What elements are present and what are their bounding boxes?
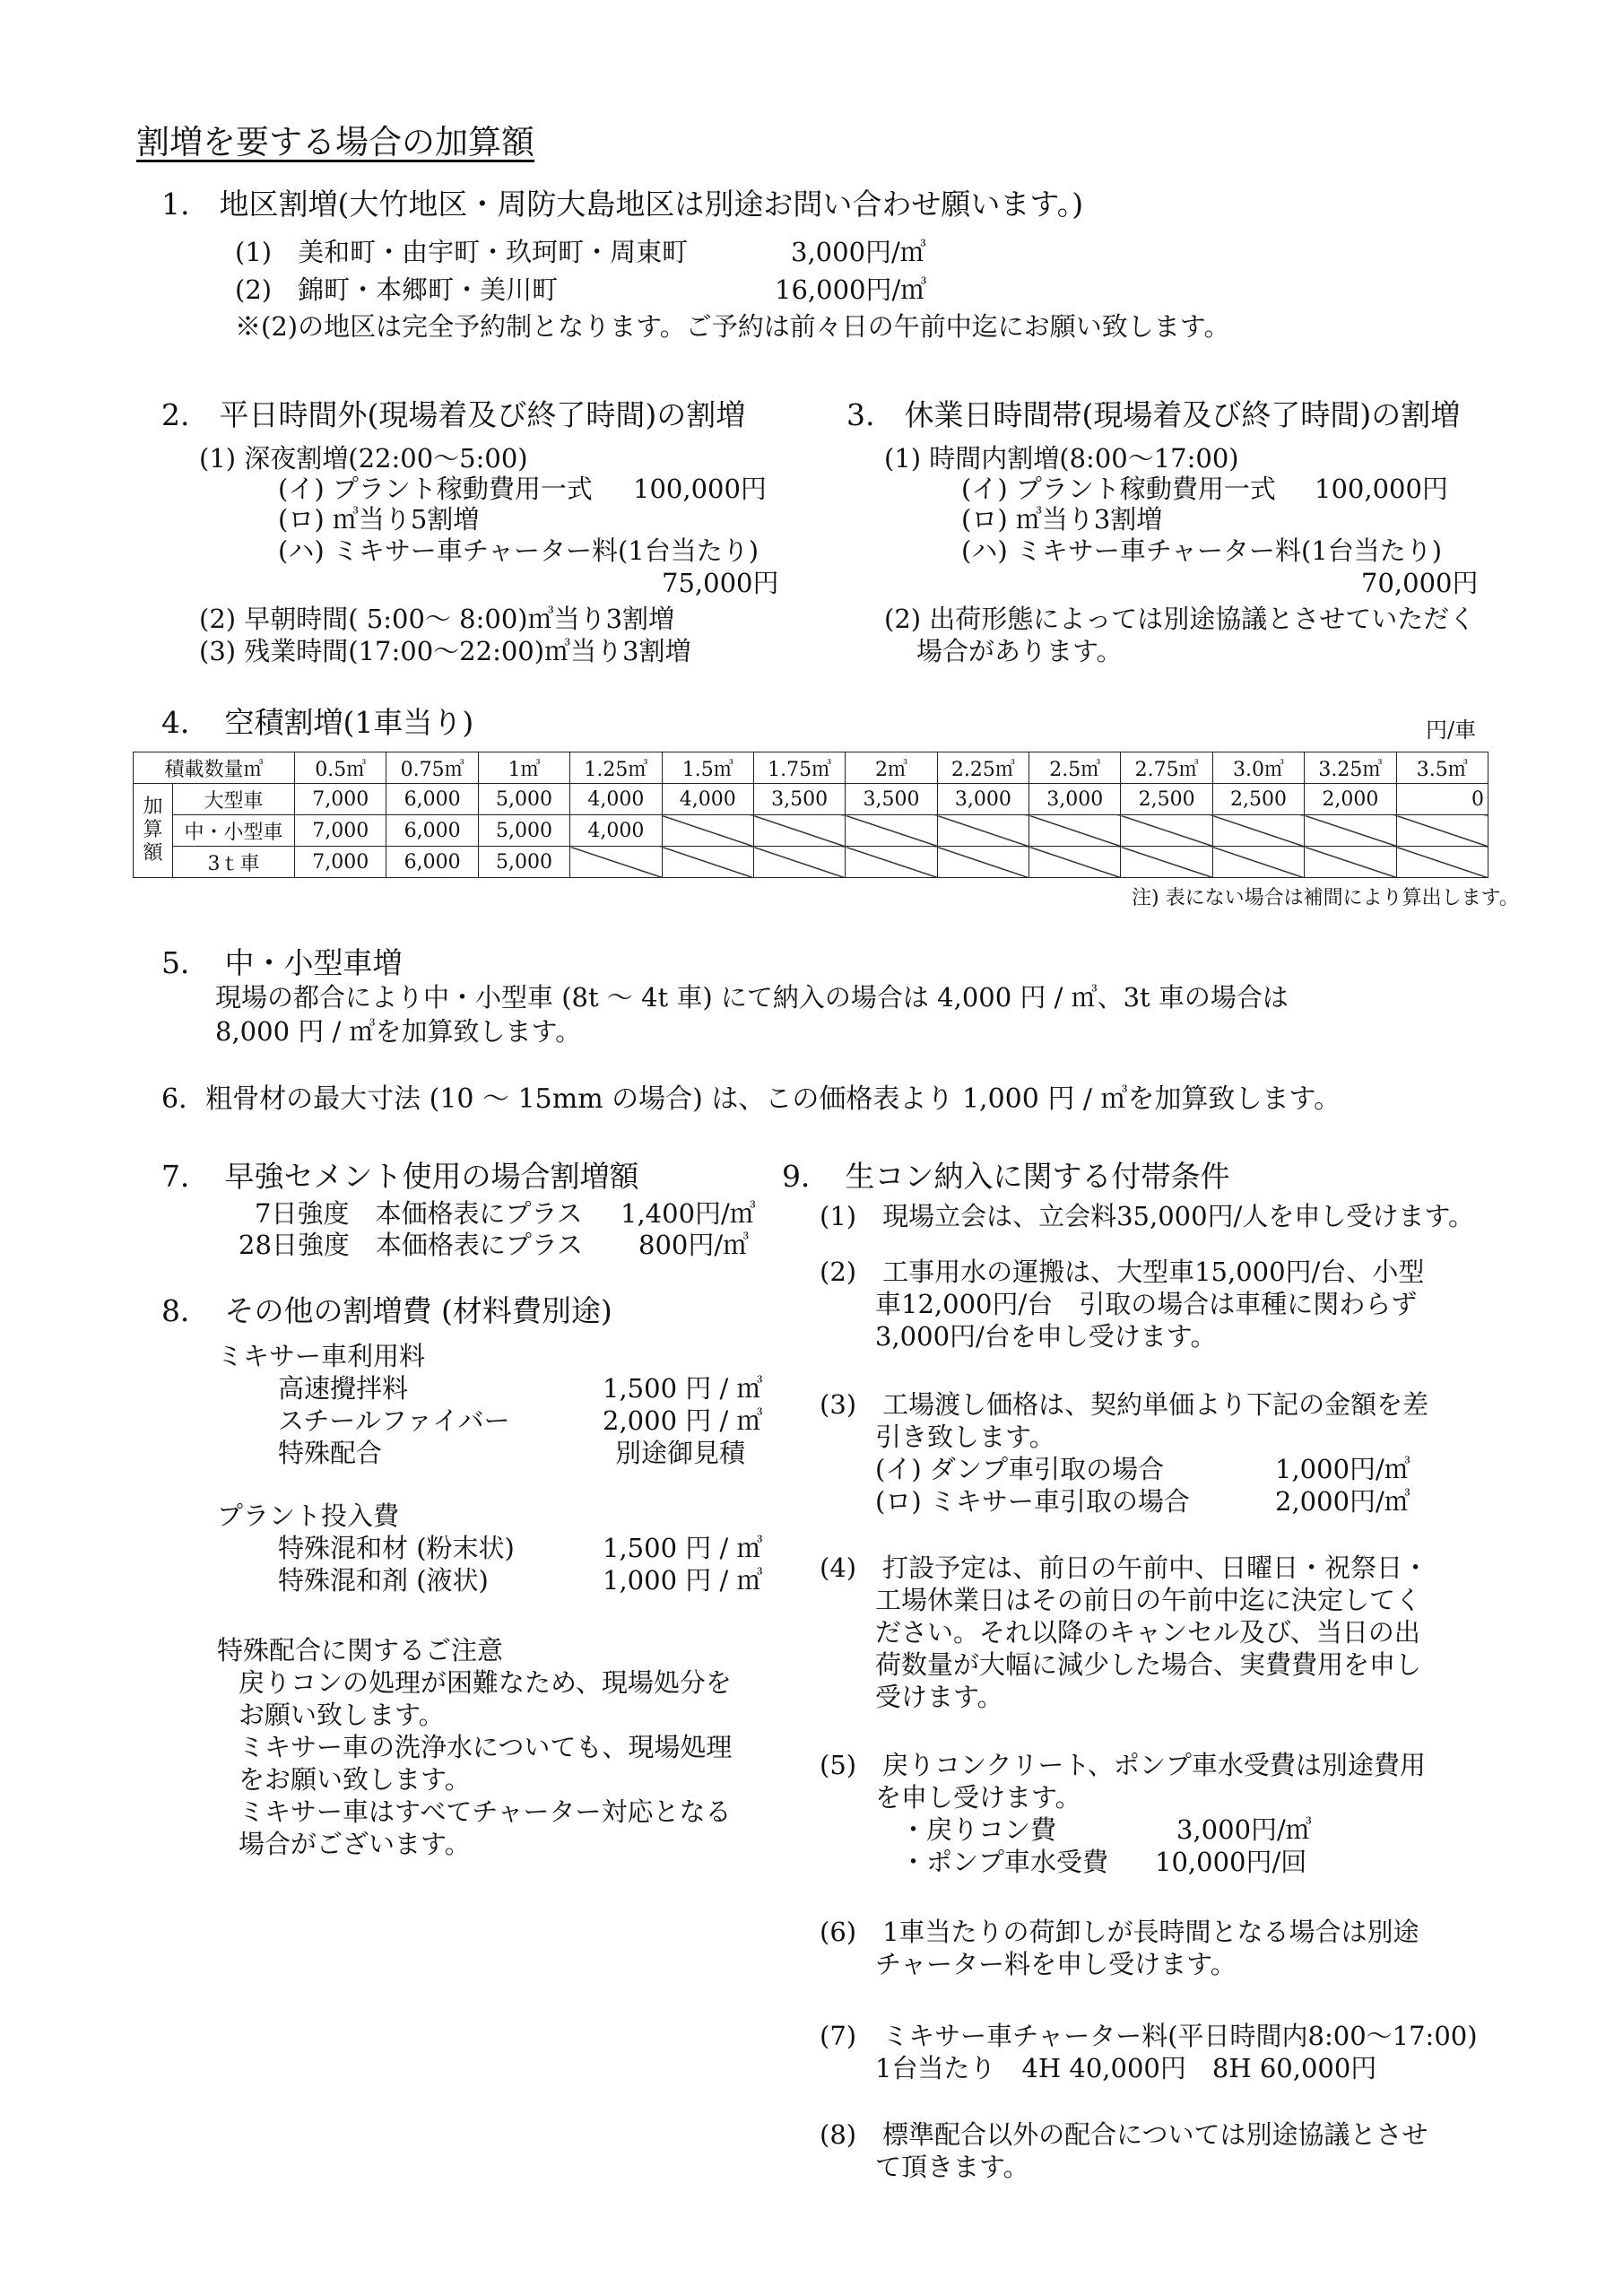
empty-cell (846, 847, 937, 878)
col-header: 2.5㎥ (1029, 752, 1121, 784)
s9-note-2: 車12,000円/台 引取の場合は車種に関わらず (875, 1289, 1418, 1319)
s8-g1-item-1: 高速攪拌料 (278, 1373, 409, 1404)
cell: 6,000 (386, 847, 478, 878)
empty-cell (570, 847, 662, 878)
s2-line-3: (3) 残業時間(17:00～22:00)㎥当り3割増 (199, 636, 691, 666)
empty-cell (1305, 847, 1396, 878)
empty-cell (1212, 815, 1304, 847)
s1-item-1-label: (1) 美和町・由宇町・玖珂町・周東町 (235, 237, 689, 267)
s9-note-3: (3) 工場渡し価格は、契約単価より下記の金額を差 (820, 1389, 1429, 1420)
table-row (134, 815, 1488, 847)
s4-note: 注) 表にない場合は補間により算出します。 (1132, 887, 1519, 909)
cell: 5,000 (478, 847, 569, 878)
empty-cell (1396, 815, 1488, 847)
s9-note-3: 引き致します。 (875, 1422, 1055, 1452)
s5-heading: 5． 中・小型車増 (161, 945, 403, 980)
col-header: 0.5㎥ (295, 752, 386, 784)
s6-text: 6．粗骨材の最大寸法 (10 ～ 15mm の場合) は、この価格表より 1,000 円 / ㎥を加算致します。 (161, 1083, 1341, 1115)
s8-notice-line: 場合がございます。 (239, 1829, 471, 1859)
s9-note-2: (2) 工事用水の運搬は、大型車15,000円/台、小型 (820, 1257, 1425, 1287)
col-header: 3.25㎥ (1305, 752, 1396, 784)
empty-cell (1121, 847, 1212, 878)
s4-heading: 4． 空積割増(1車当り) (161, 705, 474, 740)
s7-row-1-amount: 1,400円/㎥ (621, 1198, 756, 1229)
s9-note-4: 受けます。 (875, 1682, 1003, 1712)
volume-surcharge-table (133, 752, 1488, 878)
empty-cell (1396, 847, 1488, 878)
cell: 7,000 (295, 784, 386, 815)
empty-cell (1121, 815, 1212, 847)
empty-cell (1029, 815, 1121, 847)
table-row (134, 847, 1488, 878)
row-name: 3ｔ車 (173, 847, 295, 878)
s2-item-i: (イ) プラント稼動費用一式 (278, 474, 593, 504)
empty-cell (753, 815, 845, 847)
s9-note-2: 3,000円/台を申し受けます。 (875, 1321, 1217, 1352)
s3-item-ro: (ロ) ㎥当り3割増 (961, 504, 1163, 535)
s9-note-3b-amount: 2,000円/㎥ (1275, 1486, 1410, 1517)
s3-line-2b: 場合があります。 (916, 636, 1123, 666)
cell: 3,000 (937, 784, 1028, 815)
s9-note-3b: (ロ) ミキサー車引取の場合 (875, 1486, 1190, 1517)
s9-note-8: (8) 標準配合以外の配合については別途協議とさせ (820, 2119, 1428, 2150)
s8-g2-item-1-amount: 1,500 円 / ㎥ (603, 1533, 763, 1563)
col-header: 1.75㎥ (753, 752, 845, 784)
s8-notice-line: ミキサー車はすべてチャーター対応となる (239, 1796, 732, 1827)
cell: 5,000 (478, 784, 569, 815)
s9-note-5a: ・戻りコン費 (900, 1814, 1057, 1845)
s8-heading: 8． その他の割増費 (材料費別途) (161, 1293, 612, 1328)
s7-heading: 7． 早強セメント使用の場合割増額 (161, 1159, 639, 1194)
empty-cell (662, 815, 753, 847)
s8-g2-item-1: 特殊混和材 (粉末状) (278, 1533, 515, 1563)
s5-para-2: 8,000 円 / ㎥を加算致します。 (215, 1016, 582, 1047)
s5-para-1: 現場の都合により中・小型車 (8t ～ 4t 車) にて納入の場合は 4,000 円 / ㎥、3t 車の場合は (215, 982, 1289, 1013)
empty-cell (753, 847, 845, 878)
s9-note-6: チャーター料を申し受けます。 (875, 1949, 1237, 1979)
s2-line-1: (1) 深夜割増(22:00～5:00) (199, 443, 528, 474)
s8-notice-heading: 特殊配合に関するご注意 (217, 1635, 504, 1665)
empty-cell (662, 847, 753, 878)
s7-row-2-amount: 800円/㎥ (638, 1230, 750, 1260)
col-header: 2㎥ (846, 752, 937, 784)
header-label: 積載数量㎥ (134, 752, 295, 784)
s9-note-4: (4) 打設予定は、前日の午前中、日曜日・祝祭日・ (820, 1552, 1429, 1583)
col-header: 1㎥ (478, 752, 569, 784)
col-header: 1.25㎥ (570, 752, 662, 784)
s3-item-ha-amount: 70,000円 (1361, 568, 1479, 598)
cell: 6,000 (386, 784, 478, 815)
s9-note-7: (7) ミキサー車チャーター料(平日時間内8:00～17:00) (820, 2021, 1478, 2051)
s1-item-2-amount: 16,000円/㎥ (775, 274, 927, 305)
s8-g1-item-1-amount: 1,500 円 / ㎥ (603, 1373, 763, 1404)
s9-note-4: 工場休業日はその前日の午前中迄に決定してく (875, 1585, 1422, 1615)
col-header: 3.5㎥ (1396, 752, 1488, 784)
cell: 4,000 (662, 784, 753, 815)
s8-g1-item-2: スチールファイバー (278, 1405, 510, 1436)
s9-note-8: て頂きます。 (875, 2152, 1029, 2182)
s3-item-i: (イ) プラント稼動費用一式 (961, 474, 1276, 504)
side-label: 加 算 額 (134, 784, 173, 878)
s9-note-5a-amount: 3,000円/㎥ (1176, 1814, 1312, 1845)
s8-g1-item-2-amount: 2,000 円 / ㎥ (603, 1405, 763, 1436)
s9-note-5b: ・ポンプ車水受費 (900, 1847, 1109, 1877)
s8-notice-line: をお願い致します。 (239, 1764, 471, 1795)
s9-note-7: 1台当たり 4H 40,000円 8H 60,000円 (875, 2053, 1377, 2083)
s8-group-1: ミキサー車利用料 (217, 1341, 426, 1371)
cell: 5,000 (478, 815, 569, 847)
cell: 3,500 (846, 784, 937, 815)
s9-note-3a-amount: 1,000円/㎥ (1275, 1454, 1410, 1484)
s9-note-3a: (イ) ダンプ車引取の場合 (875, 1454, 1165, 1484)
table-row (134, 784, 1488, 815)
s8-group-2: プラント投入費 (217, 1500, 400, 1531)
cell: 2,500 (1121, 784, 1212, 815)
cell: 2,000 (1305, 784, 1396, 815)
s9-note-5: (5) 戻りコンクリート、ポンプ車水受費は別途費用 (820, 1750, 1426, 1780)
cell: 3,500 (753, 784, 845, 815)
s1-note: ※(2)の地区は完全予約制となります。ご予約は前々日の午前中迄にお願い致します。 (235, 311, 1230, 342)
s8-g2-item-2-amount: 1,000 円 / ㎥ (603, 1565, 763, 1596)
empty-cell (1029, 847, 1121, 878)
cell: 4,000 (570, 815, 662, 847)
s1-item-1-amount: 3,000円/㎥ (791, 237, 926, 267)
s1-heading: 1. 地区割増(大竹地区・周防大島地区は別途お問い合わせ願います。) (161, 187, 1084, 222)
empty-cell (1305, 815, 1396, 847)
s9-note-1: (1) 現場立会は、立会料35,000円/人を申し受けます。 (820, 1201, 1475, 1231)
s1-item-2-label: (2) 錦町・本郷町・美川町 (235, 274, 559, 305)
cell: 6,000 (386, 815, 478, 847)
s9-note-5b-amount: 10,000円/回 (1155, 1847, 1307, 1877)
s8-g1-item-3: 特殊配合 (278, 1438, 383, 1468)
empty-cell (937, 847, 1028, 878)
s8-notice-line: お願い致します。 (239, 1700, 445, 1730)
s8-g2-item-2: 特殊混和剤 (液状) (278, 1565, 489, 1596)
col-header: 0.75㎥ (386, 752, 478, 784)
cell: 0 (1396, 784, 1488, 815)
s9-note-6: (6) 1車当たりの荷卸しが長時間となる場合は別途 (820, 1917, 1419, 1947)
col-header: 2.25㎥ (937, 752, 1028, 784)
s9-note-4: ださい。それ以降のキャンセル及び、当日の出 (875, 1617, 1420, 1648)
cell: 7,000 (295, 847, 386, 878)
s4-unit: 円/車 (1426, 718, 1477, 743)
empty-cell (1212, 847, 1304, 878)
s3-line-1: (1) 時間内割増(8:00～17:00) (884, 443, 1239, 474)
s7-row-2: 28日強度 本価格表にプラス (239, 1230, 584, 1260)
s2-item-ro: (ロ) ㎥当り5割増 (278, 504, 480, 535)
s2-item-ha: (ハ) ミキサー車チャーター料(1台当たり) (278, 535, 759, 566)
empty-cell (846, 815, 937, 847)
page-title: 割増を要する場合の加算額 (136, 123, 534, 161)
cell: 7,000 (295, 815, 386, 847)
s2-line-2: (2) 早朝時間( 5:00～ 8:00)㎥当り3割増 (199, 604, 675, 634)
s8-notice-line: ミキサー車の洗浄水についても、現場処理 (239, 1732, 733, 1762)
col-header: 3.0㎥ (1212, 752, 1304, 784)
s9-heading: 9． 生コン納入に関する付帯条件 (782, 1159, 1230, 1194)
row-name: 中・小型車 (173, 815, 295, 847)
s7-row-1: 7日強度 本価格表にプラス (255, 1198, 583, 1229)
s3-heading: 3. 休業日時間帯(現場着及び終了時間)の割増 (846, 397, 1461, 432)
s2-item-ha-amount: 75,000円 (662, 568, 779, 598)
s3-line-2a: (2) 出荷形態によっては別途協議とさせていただく (884, 604, 1476, 634)
s9-note-4: 荷数量が大幅に減少した場合、実費費用を申し (875, 1649, 1422, 1680)
s3-item-i-amount: 100,000円 (1315, 474, 1448, 504)
row-name: 大型車 (173, 784, 295, 815)
col-header: 1.5㎥ (662, 752, 753, 784)
s2-item-i-amount: 100,000円 (633, 474, 767, 504)
cell: 2,500 (1212, 784, 1304, 815)
table-header-row (134, 752, 1488, 784)
cell: 3,000 (1029, 784, 1121, 815)
col-header: 2.75㎥ (1121, 752, 1212, 784)
s9-note-5: を申し受けます。 (875, 1782, 1081, 1813)
cell: 4,000 (570, 784, 662, 815)
s3-item-ha: (ハ) ミキサー車チャーター料(1台当たり) (961, 535, 1443, 566)
s8-g1-item-3-amount: 別途御見積 (615, 1438, 746, 1468)
s8-notice-line: 戻りコンの処理が困難なため、現場処分を (239, 1667, 732, 1698)
s2-heading: 2. 平日時間外(現場着及び終了時間)の割増 (161, 397, 746, 432)
empty-cell (937, 815, 1028, 847)
